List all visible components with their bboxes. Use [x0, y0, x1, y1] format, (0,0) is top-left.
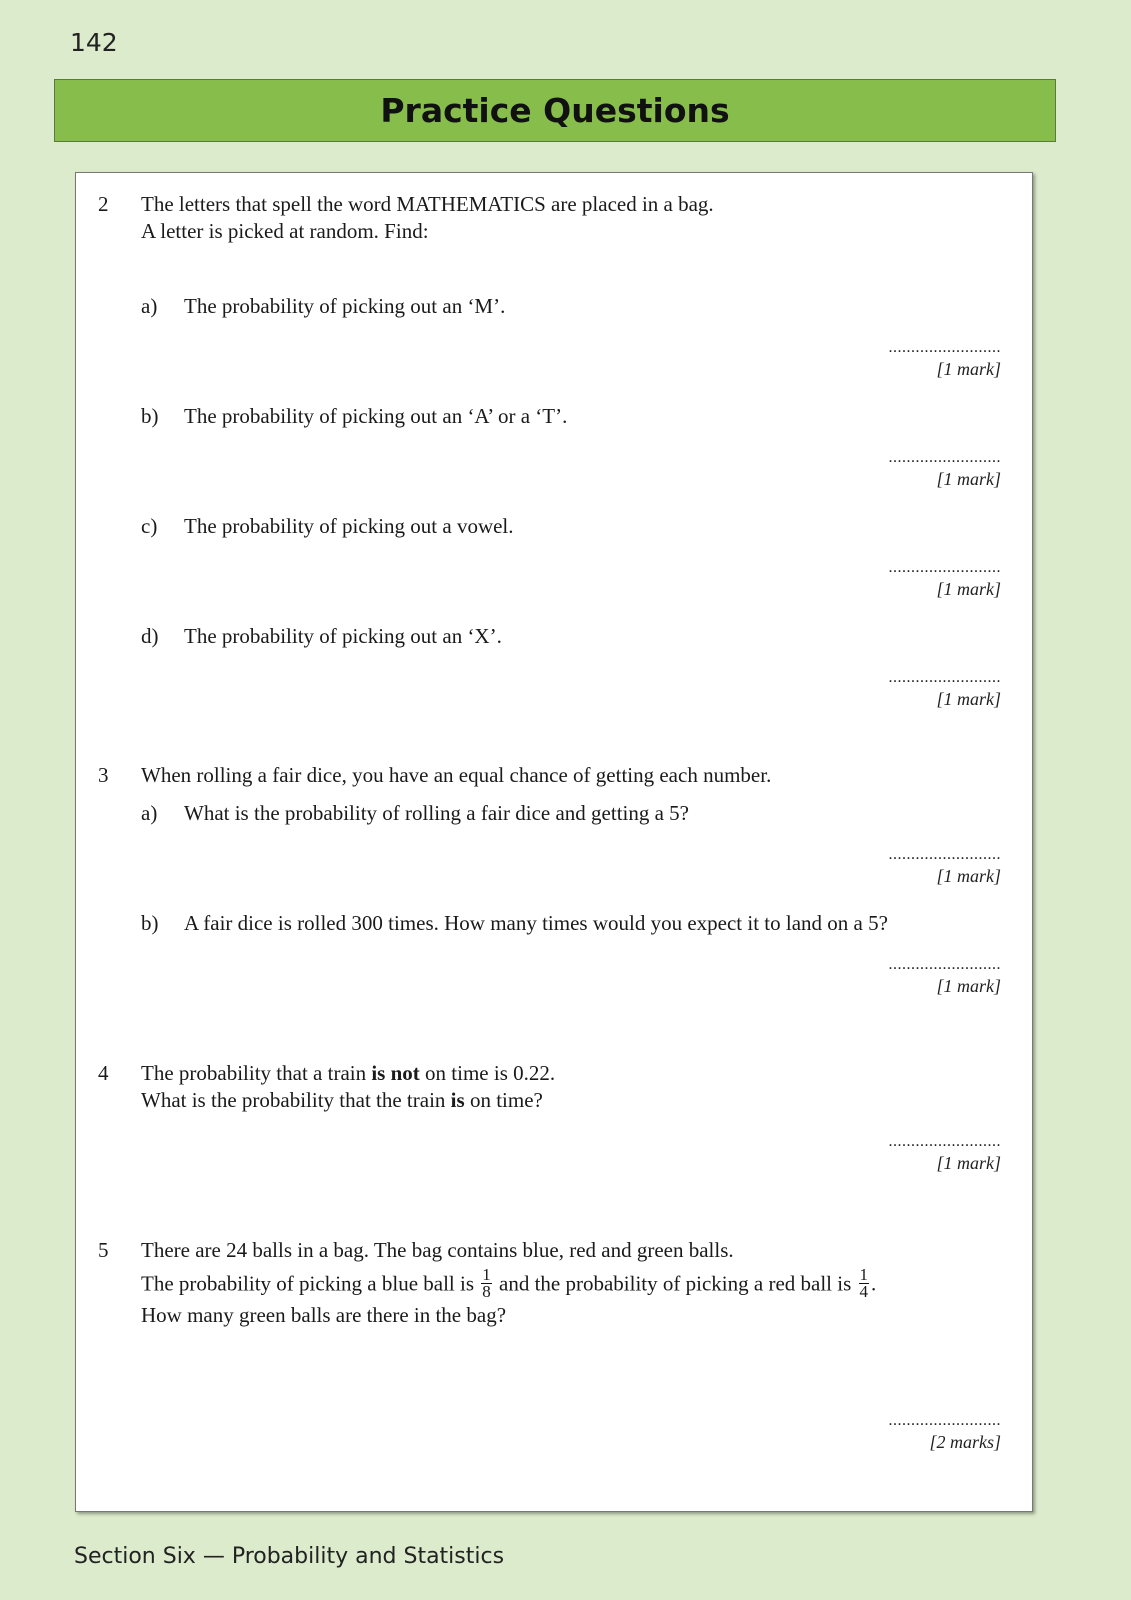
answer-line[interactable]	[851, 1416, 1001, 1452]
part-label: a)	[141, 294, 158, 318]
title-banner	[54, 79, 1056, 142]
part-label: d)	[141, 624, 159, 648]
question-text: How many green balls are there in the bag?	[141, 1303, 507, 1327]
answer-dots: .........................	[888, 673, 1001, 686]
question-number: 2	[98, 192, 109, 216]
part-label: b)	[141, 404, 159, 428]
question-text: When rolling a fair dice, you have an equal chance of getting each number.	[141, 763, 772, 787]
mark-label: [2 marks]	[929, 1432, 1001, 1452]
question-text: A letter is picked at random. Find:	[141, 219, 429, 243]
answer-dots: .........................	[888, 960, 1001, 973]
mark-label: [1 mark]	[936, 469, 1001, 489]
fraction: $\frac{1}{8}$	[482, 1265, 491, 1301]
answer-line[interactable]	[851, 563, 1001, 599]
answer-dots: .........................	[888, 453, 1001, 466]
part-label: a)	[141, 801, 158, 825]
answer-line[interactable]	[851, 343, 1001, 379]
mark-label: [1 mark]	[936, 866, 1001, 886]
emphasis: is	[450, 1088, 465, 1112]
answer-dots: .........................	[888, 850, 1001, 863]
answer-line[interactable]	[851, 673, 1001, 709]
answer-line[interactable]	[851, 1137, 1001, 1173]
mark-label: [1 mark]	[936, 359, 1001, 379]
fraction: $\frac{1}{4}$	[859, 1265, 869, 1301]
question-text: The letters that spell the word MATHEMATICS are placed in a bag.	[141, 192, 714, 216]
question-text: What is the probability that the train is on time?	[141, 1088, 543, 1112]
mark-label: [1 mark]	[936, 689, 1001, 709]
answer-dots: .........................	[888, 563, 1001, 576]
questions-panel	[75, 172, 1033, 1512]
part-label: b)	[141, 911, 159, 935]
page-title: Practice Questions	[380, 91, 730, 130]
answer-dots: .........................	[888, 343, 1001, 356]
answer-line[interactable]	[851, 453, 1001, 489]
part-text: The probability of picking out a vowel.	[184, 514, 514, 538]
part-label: c)	[141, 514, 158, 538]
question-number: 4	[98, 1061, 109, 1085]
answer-dots: .........................	[888, 1137, 1001, 1150]
section-footer: Section Six — Probability and Statistics	[74, 1544, 505, 1569]
mark-label: [1 mark]	[936, 1153, 1001, 1173]
part-text: The probability of picking out an ‘X’.	[184, 624, 502, 648]
part-text: The probability of picking out an ‘A’ or a ‘T’.	[184, 404, 568, 428]
question-number: 5	[98, 1238, 109, 1262]
question-text: The probability of picking a blue ball is $\frac{1}{8}$ and the probability of picking a red ball is $\frac{1}{4}$ .	[141, 1265, 877, 1301]
answer-line[interactable]	[851, 960, 1001, 996]
emphasis: is not	[371, 1061, 420, 1085]
mark-label: [1 mark]	[936, 976, 1001, 996]
part-text: What is the probability of rolling a fair dice and getting a 5?	[184, 801, 690, 825]
answer-line[interactable]	[851, 850, 1001, 886]
answer-dots: .........................	[888, 1416, 1001, 1429]
part-text: A fair dice is rolled 300 times. How many times would you expect it to land on a 5?	[184, 911, 888, 935]
question-text: The probability that a train is not on time is 0.22.	[141, 1061, 556, 1085]
question-number: 3	[98, 763, 109, 787]
part-text: The probability of picking out an ‘M’.	[184, 294, 506, 318]
question-text: There are 24 balls in a bag. The bag contains blue, red and green balls.	[141, 1238, 734, 1262]
page-number: 142	[70, 28, 118, 57]
mark-label: [1 mark]	[936, 579, 1001, 599]
